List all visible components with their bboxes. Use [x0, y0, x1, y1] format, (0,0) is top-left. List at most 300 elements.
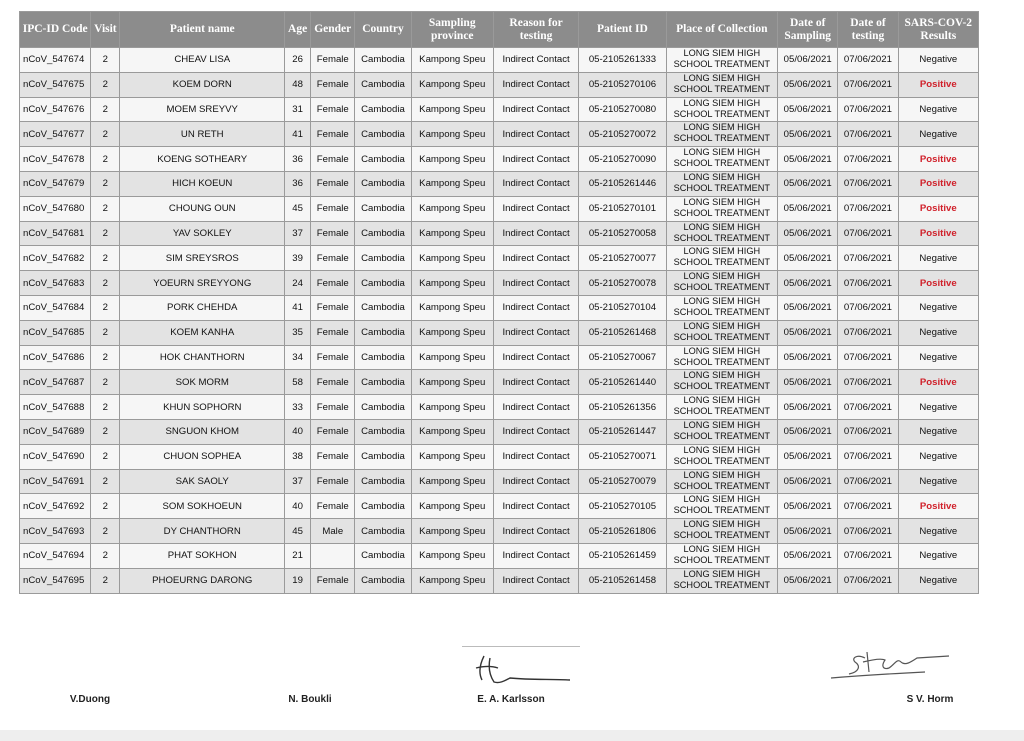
- visit-cell: 2: [91, 97, 120, 122]
- province-cell: Kampong Speu: [411, 271, 493, 296]
- result-cell: Negative: [898, 97, 978, 122]
- country-cell: Cambodia: [355, 320, 411, 345]
- testing-date-cell: 07/06/2021: [838, 221, 898, 246]
- country-cell: Cambodia: [355, 519, 411, 544]
- ipc-id-cell: nCoV_547695: [20, 568, 91, 593]
- place-cell: LONG SIEM HIGH SCHOOL TREATMENT: [666, 122, 777, 147]
- sampling-date-cell: 05/06/2021: [778, 246, 838, 271]
- reason-cell: Indirect Contact: [493, 395, 578, 420]
- age-cell: 45: [285, 519, 311, 544]
- place-cell: LONG SIEM HIGH SCHOOL TREATMENT: [666, 221, 777, 246]
- patient-name-cell: SIM SREYSROS: [120, 246, 285, 271]
- result-cell: Negative: [898, 246, 978, 271]
- age-cell: 41: [285, 122, 311, 147]
- place-cell: LONG SIEM HIGH SCHOOL TREATMENT: [666, 469, 777, 494]
- ipc-id-cell: nCoV_547679: [20, 171, 91, 196]
- age-cell: 34: [285, 345, 311, 370]
- province-cell: Kampong Speu: [411, 370, 493, 395]
- place-cell: LONG SIEM HIGH SCHOOL TREATMENT: [666, 419, 777, 444]
- testing-date-cell: 07/06/2021: [838, 271, 898, 296]
- province-cell: Kampong Speu: [411, 543, 493, 568]
- patient-name-cell: CHUON SOPHEA: [120, 444, 285, 469]
- country-cell: Cambodia: [355, 122, 411, 147]
- signature-karlsson: [470, 650, 580, 690]
- ipc-id-cell: nCoV_547694: [20, 543, 91, 568]
- gender-cell: Female: [311, 271, 355, 296]
- column-header: Patient name: [120, 12, 285, 48]
- gender-cell: Female: [311, 320, 355, 345]
- testing-date-cell: 07/06/2021: [838, 122, 898, 147]
- patient-id-cell: 05-2105270105: [579, 494, 666, 519]
- patient-name-cell: MOEM SREYVY: [120, 97, 285, 122]
- age-cell: 39: [285, 246, 311, 271]
- reason-cell: Indirect Contact: [493, 444, 578, 469]
- sampling-date-cell: 05/06/2021: [778, 370, 838, 395]
- place-cell: LONG SIEM HIGH SCHOOL TREATMENT: [666, 494, 777, 519]
- age-cell: 33: [285, 395, 311, 420]
- ipc-id-cell: nCoV_547685: [20, 320, 91, 345]
- table-row: [20, 543, 979, 568]
- sampling-date-cell: 05/06/2021: [778, 519, 838, 544]
- testing-date-cell: 07/06/2021: [838, 444, 898, 469]
- result-cell: Positive: [898, 147, 978, 172]
- country-cell: Cambodia: [355, 370, 411, 395]
- testing-date-cell: 07/06/2021: [838, 246, 898, 271]
- province-cell: Kampong Speu: [411, 345, 493, 370]
- place-cell: LONG SIEM HIGH SCHOOL TREATMENT: [666, 519, 777, 544]
- place-cell: LONG SIEM HIGH SCHOOL TREATMENT: [666, 171, 777, 196]
- result-cell: Positive: [898, 271, 978, 296]
- testing-date-cell: 07/06/2021: [838, 419, 898, 444]
- visit-cell: 2: [91, 196, 120, 221]
- testing-date-cell: 07/06/2021: [838, 97, 898, 122]
- table-row: [20, 444, 979, 469]
- signatory-name: S V. Horm: [906, 694, 954, 705]
- patient-id-cell: 05-2105261440: [579, 370, 666, 395]
- ipc-id-cell: nCoV_547689: [20, 419, 91, 444]
- sampling-date-cell: 05/06/2021: [778, 295, 838, 320]
- patient-id-cell: 05-2105261446: [579, 171, 666, 196]
- province-cell: Kampong Speu: [411, 469, 493, 494]
- patient-id-cell: 05-2105270080: [579, 97, 666, 122]
- patient-id-cell: 05-2105270090: [579, 147, 666, 172]
- gender-cell: Female: [311, 72, 355, 97]
- visit-cell: 2: [91, 519, 120, 544]
- age-cell: 35: [285, 320, 311, 345]
- table-row: [20, 320, 979, 345]
- visit-cell: 2: [91, 246, 120, 271]
- age-cell: 40: [285, 494, 311, 519]
- signature-line: [462, 646, 580, 647]
- patient-name-cell: CHEAV LISA: [120, 48, 285, 73]
- column-header: Patient ID: [579, 12, 666, 48]
- country-cell: Cambodia: [355, 48, 411, 73]
- reason-cell: Indirect Contact: [493, 419, 578, 444]
- country-cell: Cambodia: [355, 221, 411, 246]
- visit-cell: 2: [91, 122, 120, 147]
- patient-id-cell: 05-2105270072: [579, 122, 666, 147]
- country-cell: Cambodia: [355, 271, 411, 296]
- gender-cell: Female: [311, 122, 355, 147]
- patient-name-cell: DY CHANTHORN: [120, 519, 285, 544]
- reason-cell: Indirect Contact: [493, 370, 578, 395]
- ipc-id-cell: nCoV_547687: [20, 370, 91, 395]
- country-cell: Cambodia: [355, 295, 411, 320]
- country-cell: Cambodia: [355, 97, 411, 122]
- ipc-id-cell: nCoV_547691: [20, 469, 91, 494]
- visit-cell: 2: [91, 419, 120, 444]
- table-row: [20, 48, 979, 73]
- place-cell: LONG SIEM HIGH SCHOOL TREATMENT: [666, 246, 777, 271]
- patient-id-cell: 05-2105261458: [579, 568, 666, 593]
- result-cell: Negative: [898, 543, 978, 568]
- reason-cell: Indirect Contact: [493, 97, 578, 122]
- reason-cell: Indirect Contact: [493, 320, 578, 345]
- reason-cell: Indirect Contact: [493, 122, 578, 147]
- patient-name-cell: PORK CHEHDA: [120, 295, 285, 320]
- province-cell: Kampong Speu: [411, 494, 493, 519]
- gender-cell: Female: [311, 147, 355, 172]
- table-row: [20, 419, 979, 444]
- patient-id-cell: 05-2105270071: [579, 444, 666, 469]
- visit-cell: 2: [91, 147, 120, 172]
- ipc-id-cell: nCoV_547683: [20, 271, 91, 296]
- age-cell: 45: [285, 196, 311, 221]
- sampling-date-cell: 05/06/2021: [778, 419, 838, 444]
- column-header: Sampling province: [411, 12, 493, 48]
- column-header: Date of testing: [838, 12, 898, 48]
- patient-id-cell: 05-2105270101: [579, 196, 666, 221]
- patient-name-cell: SOM SOKHOEUN: [120, 494, 285, 519]
- result-cell: Positive: [898, 171, 978, 196]
- sampling-date-cell: 05/06/2021: [778, 345, 838, 370]
- visit-cell: 2: [91, 171, 120, 196]
- visit-cell: 2: [91, 568, 120, 593]
- reason-cell: Indirect Contact: [493, 147, 578, 172]
- column-header: Reason for testing: [493, 12, 578, 48]
- table-row: [20, 469, 979, 494]
- place-cell: LONG SIEM HIGH SCHOOL TREATMENT: [666, 48, 777, 73]
- table-row: [20, 97, 979, 122]
- ipc-id-cell: nCoV_547693: [20, 519, 91, 544]
- sampling-date-cell: 05/06/2021: [778, 196, 838, 221]
- sampling-date-cell: 05/06/2021: [778, 48, 838, 73]
- table-row: [20, 246, 979, 271]
- result-cell: Positive: [898, 72, 978, 97]
- sampling-date-cell: 05/06/2021: [778, 147, 838, 172]
- results-table: [19, 11, 979, 594]
- column-header: Gender: [311, 12, 355, 48]
- testing-date-cell: 07/06/2021: [838, 295, 898, 320]
- ipc-id-cell: nCoV_547680: [20, 196, 91, 221]
- gender-cell: Female: [311, 48, 355, 73]
- table-body: [20, 48, 979, 594]
- table-row: [20, 122, 979, 147]
- place-cell: LONG SIEM HIGH SCHOOL TREATMENT: [666, 320, 777, 345]
- result-cell: Negative: [898, 122, 978, 147]
- reason-cell: Indirect Contact: [493, 469, 578, 494]
- patient-id-cell: 05-2105270079: [579, 469, 666, 494]
- province-cell: Kampong Speu: [411, 419, 493, 444]
- province-cell: Kampong Speu: [411, 395, 493, 420]
- age-cell: 48: [285, 72, 311, 97]
- table-row: [20, 147, 979, 172]
- visit-cell: 2: [91, 345, 120, 370]
- table-row: [20, 370, 979, 395]
- province-cell: Kampong Speu: [411, 48, 493, 73]
- patient-name-cell: YAV SOKLEY: [120, 221, 285, 246]
- patient-name-cell: SAK SAOLY: [120, 469, 285, 494]
- patient-id-cell: 05-2105261468: [579, 320, 666, 345]
- reason-cell: Indirect Contact: [493, 568, 578, 593]
- country-cell: Cambodia: [355, 568, 411, 593]
- signatory-name: N. Boukli: [288, 694, 332, 705]
- visit-cell: 2: [91, 469, 120, 494]
- sampling-date-cell: 05/06/2021: [778, 444, 838, 469]
- reason-cell: Indirect Contact: [493, 519, 578, 544]
- country-cell: Cambodia: [355, 494, 411, 519]
- ipc-id-cell: nCoV_547676: [20, 97, 91, 122]
- patient-id-cell: 05-2105270078: [579, 271, 666, 296]
- table-row: [20, 568, 979, 593]
- sampling-date-cell: 05/06/2021: [778, 395, 838, 420]
- province-cell: Kampong Speu: [411, 568, 493, 593]
- gender-cell: Female: [311, 568, 355, 593]
- ipc-id-cell: nCoV_547684: [20, 295, 91, 320]
- visit-cell: 2: [91, 494, 120, 519]
- ipc-id-cell: nCoV_547677: [20, 122, 91, 147]
- result-cell: Negative: [898, 320, 978, 345]
- testing-date-cell: 07/06/2021: [838, 494, 898, 519]
- ipc-id-cell: nCoV_547690: [20, 444, 91, 469]
- gender-cell: Female: [311, 395, 355, 420]
- visit-cell: 2: [91, 48, 120, 73]
- country-cell: Cambodia: [355, 444, 411, 469]
- table-row: [20, 171, 979, 196]
- place-cell: LONG SIEM HIGH SCHOOL TREATMENT: [666, 295, 777, 320]
- province-cell: Kampong Speu: [411, 295, 493, 320]
- reason-cell: Indirect Contact: [493, 295, 578, 320]
- country-cell: Cambodia: [355, 196, 411, 221]
- testing-date-cell: 07/06/2021: [838, 48, 898, 73]
- place-cell: LONG SIEM HIGH SCHOOL TREATMENT: [666, 196, 777, 221]
- gender-cell: Male: [311, 519, 355, 544]
- reason-cell: Indirect Contact: [493, 246, 578, 271]
- ipc-id-cell: nCoV_547675: [20, 72, 91, 97]
- place-cell: LONG SIEM HIGH SCHOOL TREATMENT: [666, 271, 777, 296]
- province-cell: Kampong Speu: [411, 221, 493, 246]
- country-cell: Cambodia: [355, 395, 411, 420]
- gender-cell: Female: [311, 97, 355, 122]
- gender-cell: Female: [311, 345, 355, 370]
- visit-cell: 2: [91, 271, 120, 296]
- reason-cell: Indirect Contact: [493, 171, 578, 196]
- patient-name-cell: PHAT SOKHON: [120, 543, 285, 568]
- testing-date-cell: 07/06/2021: [838, 72, 898, 97]
- testing-date-cell: 07/06/2021: [838, 395, 898, 420]
- patient-id-cell: 05-2105261459: [579, 543, 666, 568]
- gender-cell: Female: [311, 370, 355, 395]
- patient-id-cell: 05-2105261447: [579, 419, 666, 444]
- place-cell: LONG SIEM HIGH SCHOOL TREATMENT: [666, 345, 777, 370]
- country-cell: Cambodia: [355, 345, 411, 370]
- age-cell: 24: [285, 271, 311, 296]
- column-header: Date of Sampling: [778, 12, 838, 48]
- table-row: [20, 295, 979, 320]
- age-cell: 58: [285, 370, 311, 395]
- reason-cell: Indirect Contact: [493, 221, 578, 246]
- visit-cell: 2: [91, 221, 120, 246]
- age-cell: 38: [285, 444, 311, 469]
- patient-name-cell: YOEURN SREYYONG: [120, 271, 285, 296]
- province-cell: Kampong Speu: [411, 196, 493, 221]
- gender-cell: Female: [311, 221, 355, 246]
- province-cell: Kampong Speu: [411, 147, 493, 172]
- country-cell: Cambodia: [355, 147, 411, 172]
- reason-cell: Indirect Contact: [493, 72, 578, 97]
- testing-date-cell: 07/06/2021: [838, 519, 898, 544]
- place-cell: LONG SIEM HIGH SCHOOL TREATMENT: [666, 72, 777, 97]
- patient-name-cell: UN RETH: [120, 122, 285, 147]
- testing-date-cell: 07/06/2021: [838, 568, 898, 593]
- age-cell: 36: [285, 171, 311, 196]
- table-row: [20, 345, 979, 370]
- result-cell: Negative: [898, 48, 978, 73]
- sampling-date-cell: 05/06/2021: [778, 494, 838, 519]
- age-cell: 40: [285, 419, 311, 444]
- age-cell: 19: [285, 568, 311, 593]
- signatory-name: E. A. Karlsson: [477, 694, 545, 705]
- age-cell: 37: [285, 221, 311, 246]
- column-header: Place of Collection: [666, 12, 777, 48]
- result-cell: Positive: [898, 494, 978, 519]
- place-cell: LONG SIEM HIGH SCHOOL TREATMENT: [666, 97, 777, 122]
- result-cell: Positive: [898, 196, 978, 221]
- table-row: [20, 395, 979, 420]
- table-row: [20, 271, 979, 296]
- column-header: IPC-ID Code: [20, 12, 91, 48]
- patient-name-cell: SOK MORM: [120, 370, 285, 395]
- place-cell: LONG SIEM HIGH SCHOOL TREATMENT: [666, 370, 777, 395]
- table-row: [20, 72, 979, 97]
- reason-cell: Indirect Contact: [493, 494, 578, 519]
- sampling-date-cell: 05/06/2021: [778, 320, 838, 345]
- age-cell: 31: [285, 97, 311, 122]
- country-cell: Cambodia: [355, 72, 411, 97]
- patient-id-cell: 05-2105270058: [579, 221, 666, 246]
- result-cell: Negative: [898, 419, 978, 444]
- place-cell: LONG SIEM HIGH SCHOOL TREATMENT: [666, 444, 777, 469]
- visit-cell: 2: [91, 72, 120, 97]
- page-bottom-strip: [0, 730, 1024, 741]
- sampling-date-cell: 05/06/2021: [778, 543, 838, 568]
- sampling-date-cell: 05/06/2021: [778, 122, 838, 147]
- column-header: Visit: [91, 12, 120, 48]
- result-cell: Negative: [898, 469, 978, 494]
- patient-id-cell: 05-2105270077: [579, 246, 666, 271]
- age-cell: 36: [285, 147, 311, 172]
- ipc-id-cell: nCoV_547682: [20, 246, 91, 271]
- reason-cell: Indirect Contact: [493, 271, 578, 296]
- country-cell: Cambodia: [355, 246, 411, 271]
- country-cell: Cambodia: [355, 419, 411, 444]
- result-cell: Negative: [898, 444, 978, 469]
- gender-cell: Female: [311, 494, 355, 519]
- patient-id-cell: 05-2105261356: [579, 395, 666, 420]
- visit-cell: 2: [91, 370, 120, 395]
- testing-date-cell: 07/06/2021: [838, 147, 898, 172]
- gender-cell: Female: [311, 246, 355, 271]
- place-cell: LONG SIEM HIGH SCHOOL TREATMENT: [666, 395, 777, 420]
- patient-name-cell: CHOUNG OUN: [120, 196, 285, 221]
- patient-name-cell: KOEM DORN: [120, 72, 285, 97]
- country-cell: Cambodia: [355, 469, 411, 494]
- reason-cell: Indirect Contact: [493, 345, 578, 370]
- province-cell: Kampong Speu: [411, 519, 493, 544]
- table-header: [20, 12, 979, 48]
- age-cell: 37: [285, 469, 311, 494]
- testing-date-cell: 07/06/2021: [838, 370, 898, 395]
- patient-name-cell: HICH KOEUN: [120, 171, 285, 196]
- column-header: SARS-COV-2 Results: [898, 12, 978, 48]
- ipc-id-cell: nCoV_547686: [20, 345, 91, 370]
- result-cell: Negative: [898, 568, 978, 593]
- province-cell: Kampong Speu: [411, 246, 493, 271]
- result-cell: Negative: [898, 295, 978, 320]
- table-row: [20, 519, 979, 544]
- signatory-name: V.Duong: [69, 694, 111, 705]
- column-header: Country: [355, 12, 411, 48]
- header-row: [20, 12, 979, 48]
- patient-id-cell: 05-2105270104: [579, 295, 666, 320]
- testing-date-cell: 07/06/2021: [838, 469, 898, 494]
- gender-cell: Female: [311, 171, 355, 196]
- result-cell: Positive: [898, 221, 978, 246]
- result-cell: Negative: [898, 345, 978, 370]
- country-cell: Cambodia: [355, 171, 411, 196]
- result-cell: Negative: [898, 519, 978, 544]
- patient-id-cell: 05-2105270106: [579, 72, 666, 97]
- patient-id-cell: 05-2105261806: [579, 519, 666, 544]
- patient-name-cell: PHOEURNG DARONG: [120, 568, 285, 593]
- reason-cell: Indirect Contact: [493, 48, 578, 73]
- place-cell: LONG SIEM HIGH SCHOOL TREATMENT: [666, 543, 777, 568]
- ipc-id-cell: nCoV_547678: [20, 147, 91, 172]
- sampling-date-cell: 05/06/2021: [778, 271, 838, 296]
- visit-cell: 2: [91, 320, 120, 345]
- patient-name-cell: KOEM KANHA: [120, 320, 285, 345]
- testing-date-cell: 07/06/2021: [838, 543, 898, 568]
- gender-cell: Female: [311, 419, 355, 444]
- patient-name-cell: HOK CHANTHORN: [120, 345, 285, 370]
- country-cell: Cambodia: [355, 543, 411, 568]
- province-cell: Kampong Speu: [411, 444, 493, 469]
- reason-cell: Indirect Contact: [493, 196, 578, 221]
- ipc-id-cell: nCoV_547681: [20, 221, 91, 246]
- place-cell: LONG SIEM HIGH SCHOOL TREATMENT: [666, 568, 777, 593]
- patient-id-cell: 05-2105270067: [579, 345, 666, 370]
- patient-name-cell: KOENG SOTHEARY: [120, 147, 285, 172]
- ipc-id-cell: nCoV_547692: [20, 494, 91, 519]
- testing-date-cell: 07/06/2021: [838, 320, 898, 345]
- table-row: [20, 196, 979, 221]
- result-cell: Positive: [898, 370, 978, 395]
- reason-cell: Indirect Contact: [493, 543, 578, 568]
- gender-cell: Female: [311, 444, 355, 469]
- table-row: [20, 221, 979, 246]
- sampling-date-cell: 05/06/2021: [778, 221, 838, 246]
- age-cell: 41: [285, 295, 311, 320]
